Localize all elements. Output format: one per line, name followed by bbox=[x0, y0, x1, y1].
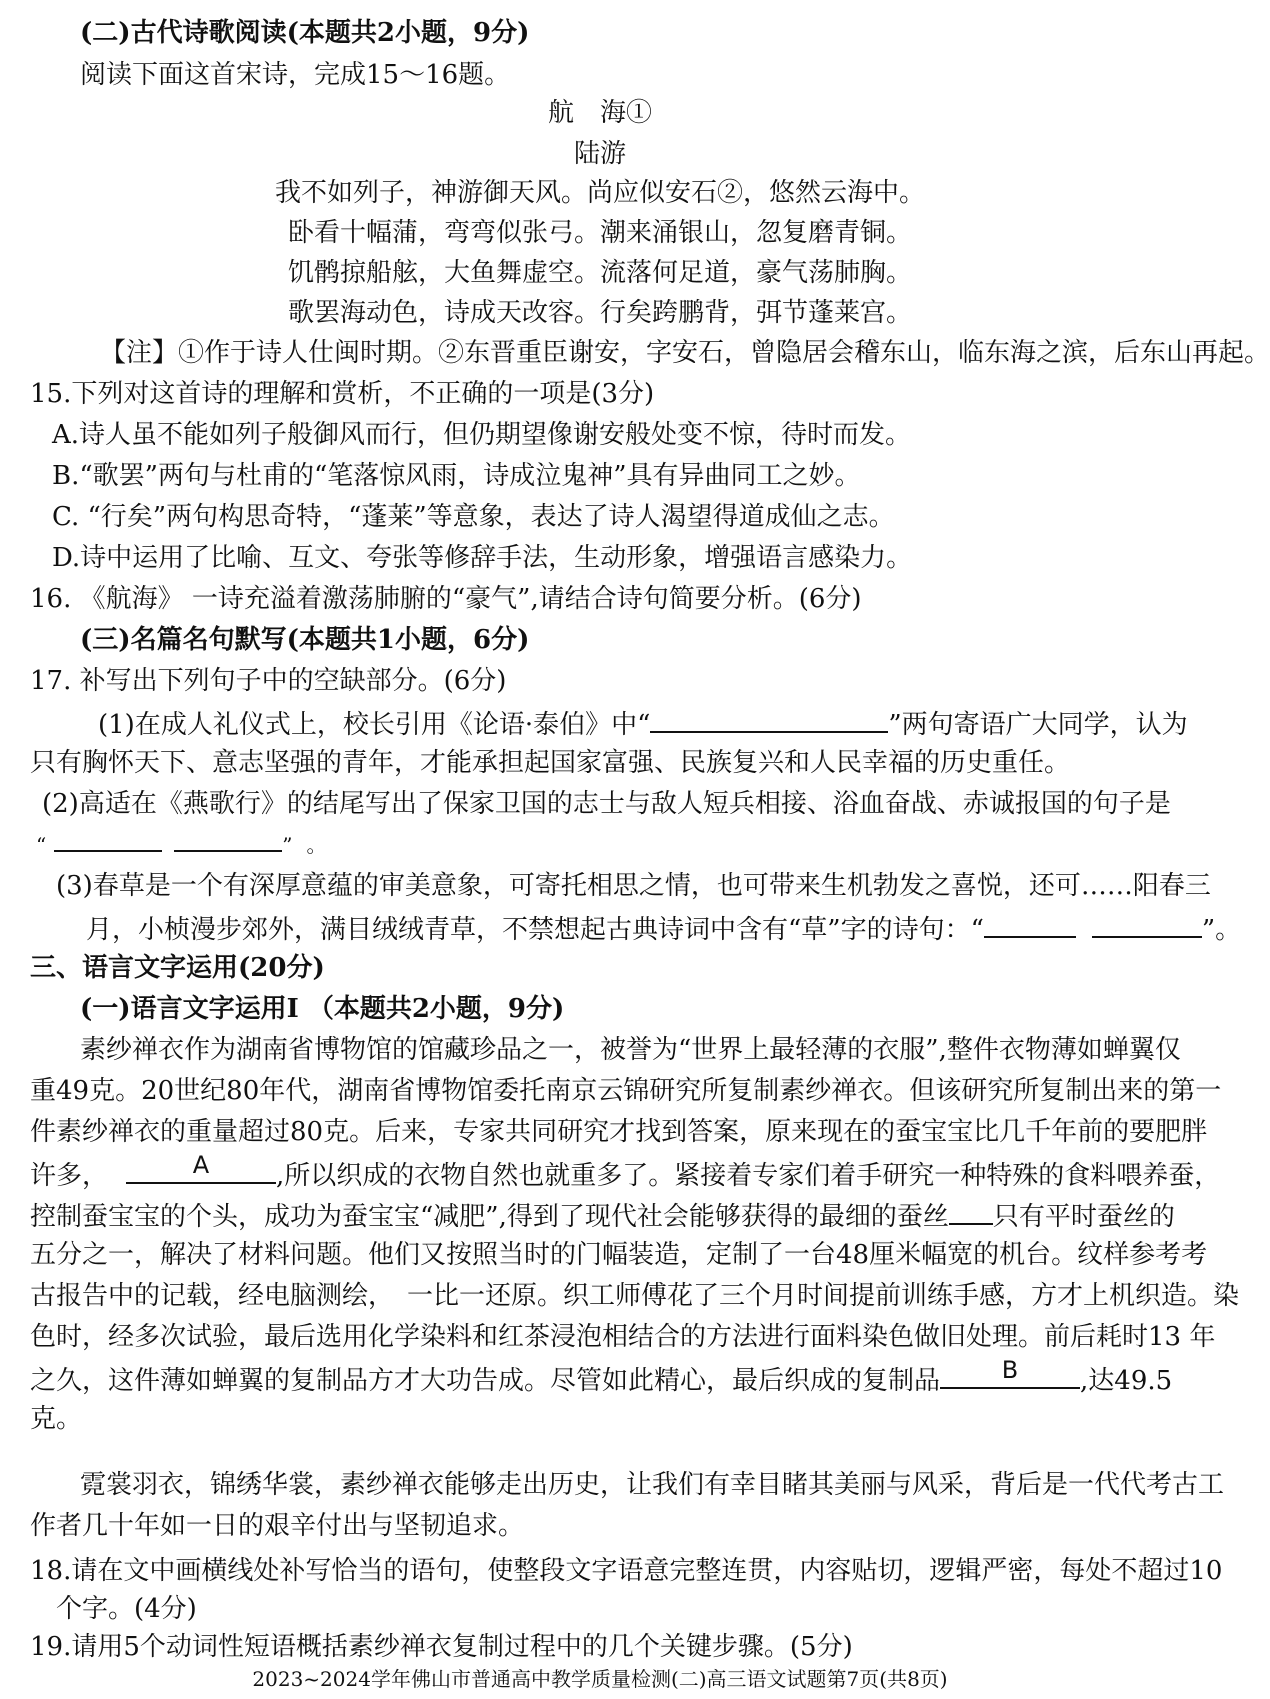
q15-option-c: C. “行矣”两句构思奇特，“蓬莱”等意象，表达了诗人渴望得道成仙之志。 bbox=[52, 502, 895, 532]
q17-part-3-text: 月，小桢漫步郊外，满目绒绒青草，不禁想起古典诗词中含有“草”字的诗句：“ bbox=[86, 915, 984, 945]
passage-line-6: 五分之一，解决了材料问题。他们又按照当时的门幅装造，定制了一台48厘米幅宽的机台。纹样参考考 bbox=[30, 1240, 1208, 1270]
full-stop: 。 bbox=[306, 833, 327, 857]
answer-blank-17-2a[interactable] bbox=[54, 830, 162, 852]
passage-line-4-text-cont: ,所以织成的衣物自然也就重多了。紧接着专家们着手研究一种特殊的食料喂养蚕， bbox=[276, 1161, 1221, 1191]
poem-author: 陆游 bbox=[573, 139, 626, 169]
blank-b-label: B bbox=[1001, 1356, 1019, 1384]
passage-line-9-text-cont: ,达49.5 bbox=[1080, 1366, 1173, 1396]
passage-2-line-1: 霓裳羽衣，锦绣华裳，素纱禅衣能够走出历史，让我们有幸目睹其美丽与风采，背后是一代代考古工 bbox=[80, 1470, 1225, 1500]
question-16-stem: 16. 《航海》 一诗充溢着激荡肺腑的“豪气”,请结合诗句简要分析。(6分) bbox=[30, 584, 862, 614]
answer-blank-17-1[interactable] bbox=[650, 705, 888, 733]
answer-blank-17-2b[interactable] bbox=[174, 830, 282, 852]
section-famous-quotes-heading: (三)名篇名句默写(本题共1小题，6分) bbox=[80, 625, 530, 655]
question-17-stem: 17. 补写出下列句子中的空缺部分。(6分) bbox=[30, 666, 507, 696]
q17-part-3-end: ”。 bbox=[1201, 915, 1242, 945]
question-15-stem: 15.下列对这首诗的理解和赏析，不正确的一项是(3分) bbox=[30, 379, 655, 409]
question-18-line-1: 18.请在文中画横线处补写恰当的语句，使整段文字语意完整连贯，内容贴切，逻辑严密，每处不超过10 bbox=[30, 1556, 1223, 1586]
answer-blank-17-3a[interactable] bbox=[984, 910, 1076, 938]
q17-part-3-line-2 bbox=[86, 910, 1241, 947]
subsection-language-1-heading: (一)语言文字运用I （本题共2小题，9分) bbox=[80, 994, 565, 1024]
q17-part-2-line-2 bbox=[36, 828, 326, 862]
q17-part-1-text: (1)在成人礼仪式上，校长引用《论语·泰伯》中“ bbox=[98, 710, 651, 740]
q15-option-d: D.诗中运用了比喻、互文、夸张等修辞手法，生动形象，增强语言感染力。 bbox=[52, 543, 913, 573]
question-18-line-2: 个字。(4分) bbox=[56, 1594, 197, 1624]
answer-blank-punct[interactable] bbox=[949, 1197, 993, 1225]
section-ancient-poetry-heading: (二)古代诗歌阅读(本题共2小题，9分) bbox=[80, 18, 530, 48]
passage-line-4 bbox=[30, 1151, 1221, 1193]
question-19-stem: 19.请用5个动词性短语概括素纱禅衣复制过程中的几个关键步骤。(5分) bbox=[30, 1632, 853, 1662]
passage-line-2: 重49克。20世纪80年代，湖南省博物馆委托南京云锦研究所复制素纱禅衣。但该研究所复制出来的第一 bbox=[30, 1076, 1222, 1106]
q15-option-b: B.“歌罢”两句与杜甫的“笔落惊风雨，诗成泣鬼神”具有异曲同工之妙。 bbox=[52, 461, 861, 491]
passage-line-10: 克。 bbox=[30, 1404, 83, 1434]
passage-line-7: 古报告中的记载，经电脑测绘， 一比一还原。织工师傅花了三个月时间提前训练手感，方才上机织造。染 bbox=[30, 1281, 1240, 1311]
answer-blank-a[interactable] bbox=[126, 1151, 276, 1184]
q17-part-1-line-1 bbox=[98, 705, 1188, 742]
passage-line-4-text: 许多， bbox=[30, 1161, 109, 1191]
q17-part-3-line-1: (3)春草是一个有深厚意蕴的审美意象，可寄托相思之情，也可带来生机勃发之喜悦，还可……阳春三 bbox=[56, 871, 1211, 901]
passage-line-5-text-cont: 只有平时蚕丝的 bbox=[992, 1202, 1175, 1232]
blank-a-label: A bbox=[192, 1151, 210, 1179]
poem-line-3: 饥鹘掠船舷，大鱼舞虚空。流落何足道，豪气荡肺胸。 bbox=[287, 258, 912, 288]
poem-title: 航 海① bbox=[547, 98, 652, 128]
passage-line-5 bbox=[30, 1197, 1175, 1234]
passage-line-8: 色时，经多次试验，最后选用化学染料和红茶浸泡相结合的方法进行面料染色做旧处理。前后耗时13 年 bbox=[30, 1322, 1216, 1352]
open-quote: “ bbox=[36, 833, 47, 857]
q17-part-1-line-2: 只有胸怀天下、意志坚强的青年，才能承担起国家富强、民族复兴和人民幸福的历史重任。 bbox=[30, 748, 1071, 778]
passage-line-3: 件素纱禅衣的重量超过80克。后来，专家共同研究才找到答案，原来现在的蚕宝宝比几千年前的要肥胖 bbox=[30, 1117, 1208, 1147]
poem-note: 【注】①作于诗人仕闽时期。②东晋重臣谢安，字安石，曾隐居会稽东山，临东海之滨，后东山再起。 bbox=[100, 338, 1270, 368]
poem-line-1: 我不如列子，神游御天风。尚应似安石②，悠然云海中。 bbox=[274, 178, 925, 208]
passage-line-1: 素纱禅衣作为湖南省博物馆的馆藏珍品之一，被誉为“世界上最轻薄的衣服”,整件衣物薄如蝉翼仅 bbox=[80, 1035, 1181, 1065]
close-quote: ” bbox=[282, 833, 293, 857]
answer-blank-b[interactable] bbox=[940, 1356, 1080, 1389]
passage-line-9 bbox=[30, 1356, 1173, 1398]
passage-2-line-2: 作者几十年如一日的艰辛付出与坚韧追求。 bbox=[30, 1511, 525, 1541]
answer-blank-17-3b[interactable] bbox=[1092, 910, 1202, 938]
q17-part-2-line-1: (2)高适在《燕歌行》的结尾写出了保家卫国的志士与敌人短兵相接、浴血奋战、赤诚报国的句子是 bbox=[42, 789, 1171, 819]
poem-line-4: 歌罢海动色，诗成天改容。行矣跨鹏背，弭节蓬莱宫。 bbox=[287, 298, 912, 328]
page-footer: 2023~2024学年佛山市普通高中教学质量检测(二)高三语文试题第7页(共8页) bbox=[252, 1667, 948, 1691]
reading-instruction: 阅读下面这首宋诗，完成15～16题。 bbox=[80, 60, 511, 90]
poem-line-2: 卧看十幅蒲，弯弯似张弓。潮来涌银山，忽复磨青铜。 bbox=[287, 218, 912, 248]
passage-line-9-text: 之久，这件薄如蝉翼的复制品方才大功告成。尽管如此精心，最后织成的复制品 bbox=[30, 1366, 941, 1396]
q17-part-1-text-cont: ”两句寄语广大同学，认为 bbox=[888, 710, 1188, 740]
q15-option-a: A.诗人虽不能如列子般御风而行，但仍期望像谢安般处变不惊，待时而发。 bbox=[52, 420, 912, 450]
passage-line-5-text: 控制蚕宝宝的个头，成功为蚕宝宝“减肥”,得到了现代社会能够获得的最细的蚕丝 bbox=[30, 1202, 949, 1232]
section-language-heading: 三、语言文字运用(20分) bbox=[30, 953, 325, 983]
